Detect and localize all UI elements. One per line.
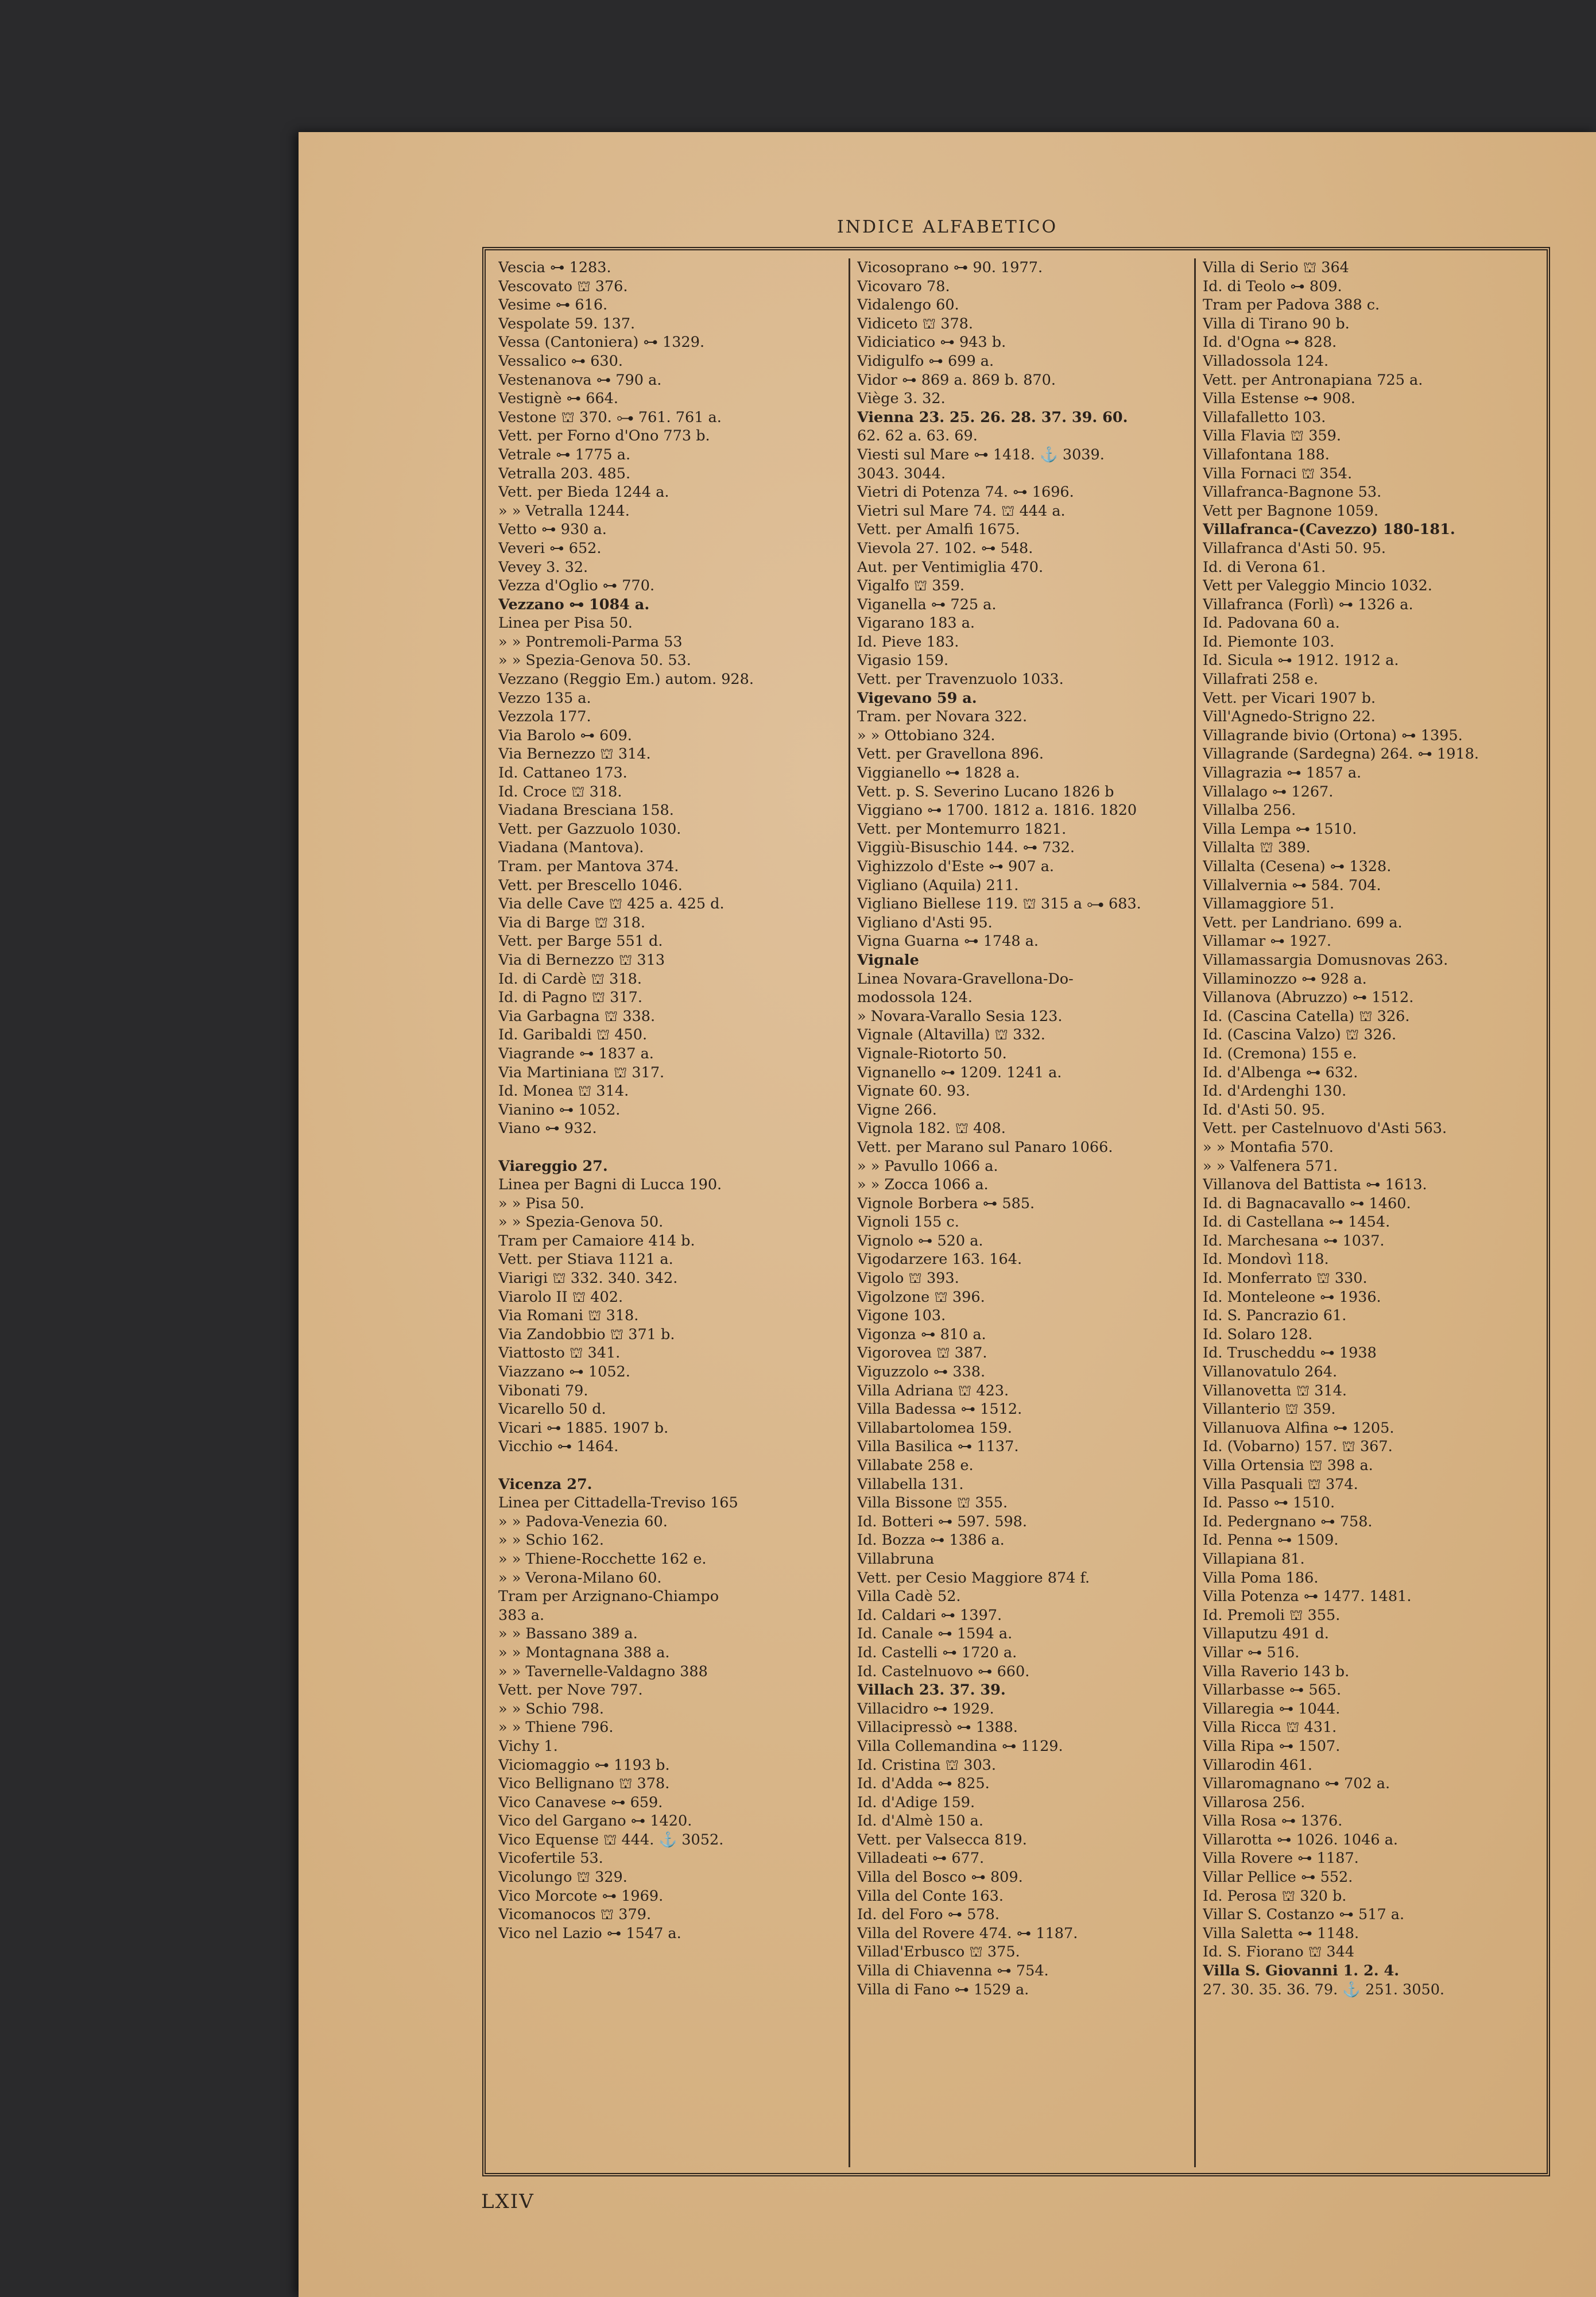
index-entry: Vighizzolo d'Este ⊶ 907 a. (857, 858, 1055, 875)
index-entry: Villapiana 81. (1203, 1550, 1305, 1568)
index-entry: Id. d'Ogna ⊶ 828. (1203, 334, 1337, 351)
index-entry: Vidiceto ⛫ 378. (857, 315, 973, 332)
index-entry: Vezzola 177. (498, 708, 591, 726)
index-entry: Villafontana 188. (1203, 446, 1330, 463)
index-entry: Viggianello ⊶ 1828 a. (857, 764, 1020, 782)
index-entry: Vignale (857, 951, 919, 969)
index-entry: Villamassargia Domusnovas 263. (1203, 951, 1448, 969)
index-entry: Vienna 23. 25. 26. 28. 37. 39. 60. (857, 408, 1128, 426)
index-entry: Villa di Serio ⛫ 364 (1203, 259, 1349, 276)
index-entry: Vigasio 159. (857, 652, 949, 670)
index-entry: Villa del Bosco ⊶ 809. (857, 1869, 1023, 1886)
index-entry: Id. d'Adda ⊶ 825. (857, 1775, 990, 1793)
index-entry: Villa Potenza ⊶ 1477. 1481. (1203, 1588, 1412, 1606)
index-entry: Villa di Fano ⊶ 1529 a. (857, 1981, 1029, 1998)
index-entry: Villafranca d'Asti 50. 95. (1203, 539, 1386, 557)
index-entry: Id. di Cardè ⛫ 318. (498, 970, 642, 988)
index-entry: Villalago ⊶ 1267. (1203, 783, 1334, 801)
index-entry: Viguzzolo ⊶ 338. (857, 1363, 986, 1381)
index-entry: Villa Adriana ⛫ 423. (857, 1382, 1009, 1399)
index-entry: Id. Piemonte 103. (1203, 633, 1335, 651)
index-entry: » » Pisa 50. (498, 1194, 584, 1212)
index-entry: Veveri ⊶ 652. (498, 539, 602, 557)
index-entry (498, 1138, 842, 1157)
index-entry: Villa Saletta ⊶ 1148. (1203, 1924, 1359, 1942)
index-entry: Vigliano (Aquila) 211. (857, 876, 1019, 894)
index-entry: Villadeati ⊶ 677. (857, 1850, 985, 1867)
index-entry: Id. Sicula ⊶ 1912. 1912 a. (1203, 652, 1399, 670)
index-entry: Villafranca-(Cavezzo) 180-181. (1203, 521, 1455, 539)
index-entry: Vett. per Vicari 1907 b. (1203, 689, 1376, 707)
index-entry: Vigne 266. (857, 1101, 937, 1119)
index-entry: Vigorovea ⛫ 387. (857, 1344, 987, 1362)
index-entry: » » Thiene-Rocchette 162 e. (498, 1550, 707, 1568)
index-entry: Vett. per Travenzuolo 1033. (857, 671, 1064, 689)
index-column-3 (1194, 258, 1544, 2167)
index-entry: Id. Passo ⊶ 1510. (1203, 1494, 1335, 1512)
index-entry: Vespolate 59. 137. (498, 315, 636, 332)
index-entry: Linea per Bagni di Lucca 190. (498, 1176, 722, 1194)
index-entry: Via delle Cave ⛫ 425 a. 425 d. (498, 895, 725, 913)
index-entry: Vigevano 59 a. (857, 689, 977, 707)
index-entry: Vievola 27. 102. ⊶ 548. (857, 539, 1033, 557)
index-entry: Villafrati 258 e. (1203, 671, 1318, 689)
index-entry: Id. (Cascina Valzo) ⛫ 326. (1203, 1026, 1397, 1044)
index-entry: Id. Croce ⛫ 318. (498, 783, 622, 801)
index-entry: Vico del Gargano ⊶ 1420. (498, 1812, 692, 1830)
index-entry: Id. di Teolo ⊶ 809. (1203, 277, 1342, 295)
index-entry: Villamar ⊶ 1927. (1203, 933, 1331, 950)
index-entry: Villaminozzo ⊶ 928 a. (1203, 970, 1367, 988)
book-page (299, 132, 1596, 2297)
index-entry: Id. Caldari ⊶ 1397. (857, 1606, 1002, 1624)
index-entry: » » Montafia 570. (1203, 1138, 1334, 1156)
index-entry: Viazzano ⊶ 1052. (498, 1363, 630, 1381)
index-entry: Vigolzone ⛫ 396. (857, 1288, 985, 1306)
index-entry: Villar Pellice ⊶ 552. (1203, 1869, 1353, 1886)
index-entry: Villarotta ⊶ 1026. 1046 a. (1203, 1831, 1399, 1849)
index-entry: Vigodarzere 163. 164. (857, 1251, 1022, 1269)
index-entry: » » Schio 798. (498, 1700, 604, 1718)
index-entry: Vescia ⊶ 1283. (498, 259, 611, 276)
index-entry: Villanuova Alfina ⊶ 1205. (1203, 1419, 1394, 1437)
index-entry: Villafranca (Forlì) ⊶ 1326 a. (1203, 595, 1413, 613)
index-entry: Villa Bissone ⛫ 355. (857, 1494, 1008, 1512)
index-entry: Vianino ⊶ 1052. (498, 1101, 621, 1119)
index-entry: Villagrande bivio (Ortona) ⊶ 1395. (1203, 726, 1463, 744)
index-entry: Vett. p. S. Severino Lucano 1826 b (857, 783, 1114, 801)
index-entry: Villamaggiore 51. (1203, 895, 1335, 913)
index-entry: Viarolo II ⛫ 402. (498, 1288, 623, 1306)
index-entry: Via di Bernezzo ⛫ 313 (498, 951, 665, 969)
index-entry: Villagrazia ⊶ 1857 a. (1203, 764, 1362, 782)
index-entry: Tram. per Novara 322. (857, 708, 1028, 726)
index-entry: Id. di Bagnacavallo ⊶ 1460. (1203, 1194, 1411, 1212)
index-entry: Id. d'Ardenghi 130. (1203, 1082, 1347, 1100)
index-entry: Vett. per Brescello 1046. (498, 876, 683, 894)
index-entry: Vett per Bagnone 1059. (1203, 502, 1379, 520)
index-entry: 3043. 3044. (857, 465, 946, 482)
index-entry: Vetralla 203. 485. (498, 465, 631, 482)
index-entry: Via Bernezzo ⛫ 314. (498, 745, 651, 763)
index-entry: Vill'Agnedo-Strigno 22. (1203, 708, 1376, 726)
index-entry: Villabate 258 e. (857, 1457, 974, 1474)
index-entry: Tram per Camaiore 414 b. (498, 1232, 695, 1250)
index-entry: » » Thiene 796. (498, 1719, 614, 1737)
index-entry: Villad'Erbusco ⛫ 375. (857, 1943, 1020, 1961)
index-entry: Viagrande ⊶ 1837 a. (498, 1045, 654, 1062)
index-entry: Villa Rosa ⊶ 1376. (1203, 1812, 1343, 1830)
index-entry: Vignole Borbera ⊶ 585. (857, 1194, 1035, 1212)
index-entry: Vicolungo ⛫ 329. (498, 1869, 627, 1886)
index-entry: Viattosto ⛫ 341. (498, 1344, 621, 1362)
index-entry: 383 a. (498, 1606, 545, 1624)
index-entry: Vigone 103. (857, 1307, 946, 1325)
index-entry: » » Montagnana 388 a. (498, 1644, 670, 1661)
index-entry: Villa S. Giovanni 1. 2. 4. (1203, 1962, 1400, 1980)
index-entry: Id. Pieve 183. (857, 633, 959, 651)
index-entry: Id. Botteri ⊶ 597. 598. (857, 1513, 1028, 1530)
index-entry: Id. Solaro 128. (1203, 1325, 1313, 1343)
index-entry: Villa di Chiavenna ⊶ 754. (857, 1962, 1049, 1980)
index-entry: Vietri di Potenza 74. ⊶ 1696. (857, 484, 1074, 501)
index-entry: Villacipressò ⊶ 1388. (857, 1719, 1018, 1737)
index-entry: Vett. per Forno d'Ono 773 b. (498, 427, 710, 445)
index-entry: Villarodin 461. (1203, 1756, 1312, 1774)
index-entry: Id. Truscheddu ⊶ 1938 (1203, 1344, 1377, 1362)
index-entry: Villadossola 124. (1203, 352, 1329, 370)
index-entry: Vidalengo 60. (857, 296, 959, 314)
index-entry: Id. Mondovì 118. (1203, 1251, 1329, 1269)
index-entry: Villanterio ⛫ 359. (1203, 1401, 1336, 1418)
index-entry: Viadana (Mantova). (498, 839, 644, 857)
index-entry: Vicosoprano ⊶ 90. 1977. (857, 259, 1043, 276)
index-entry: Vicomanocos ⛫ 379. (498, 1906, 652, 1924)
index-entry: Vico Canavese ⊶ 659. (498, 1793, 663, 1811)
index-entry: Tram per Padova 388 c. (1203, 296, 1380, 314)
index-entry: Vicchio ⊶ 1464. (498, 1438, 619, 1456)
index-entry: Id. d'Adige 159. (857, 1793, 975, 1811)
index-entry: Villar ⊶ 516. (1203, 1644, 1300, 1661)
index-entry: Vessa (Cantoniera) ⊶ 1329. (498, 334, 705, 351)
index-entry: 27. 30. 35. 36. 79. ⚓ 251. 3050. (1203, 1981, 1445, 1998)
index-entry: Id. d'Albenga ⊶ 632. (1203, 1064, 1358, 1081)
index-entry: Villa Ortensia ⛫ 398 a. (1203, 1457, 1373, 1474)
index-entry: Id. di Castellana ⊶ 1454. (1203, 1213, 1390, 1231)
index-entry: Id. Padovana 60 a. (1203, 614, 1340, 632)
index-entry: Id. (Cascina Catella) ⛫ 326. (1203, 1007, 1410, 1025)
index-entry: Villafranca-Bagnone 53. (1203, 484, 1382, 501)
index-entry: Villa Lempa ⊶ 1510. (1203, 820, 1357, 838)
index-entry: Villanova del Battista ⊶ 1613. (1203, 1176, 1427, 1194)
index-entry: Villanova (Abruzzo) ⊶ 1512. (1203, 989, 1414, 1007)
index-entry: Linea per Pisa 50. (498, 614, 633, 632)
index-entry: Linea Novara-Gravellona-Do- (857, 970, 1074, 988)
index-entry: Villach 23. 37. 39. (857, 1681, 1006, 1699)
index-entry: Vestignè ⊶ 664. (498, 390, 618, 408)
index-entry: Villarosa 256. (1203, 1793, 1306, 1811)
index-entry: Villafalletto 103. (1203, 408, 1326, 426)
index-entry: Vignale (Altavilla) ⛫ 332. (857, 1026, 1045, 1044)
index-entry: Id. Castelli ⊶ 1720 a. (857, 1644, 1017, 1661)
index-entry: Vigolo ⛫ 393. (857, 1270, 959, 1287)
index-entry: Viège 3. 32. (857, 390, 946, 408)
index-entry: Villa Rovere ⊶ 1187. (1203, 1850, 1359, 1867)
index-entry: Id. Canale ⊶ 1594 a. (857, 1625, 1013, 1643)
index-entry: Villa Estense ⊶ 908. (1203, 390, 1355, 408)
index-entry: Viganella ⊶ 725 a. (857, 595, 997, 613)
page-number: LXIV (481, 2190, 534, 2213)
index-entry: Vevey 3. 32. (498, 558, 588, 576)
index-entry: Vett. per Stiava 1121 a. (498, 1251, 673, 1269)
index-entry: Villaputzu 491 d. (1203, 1625, 1329, 1643)
index-entry: Via Barolo ⊶ 609. (498, 726, 632, 744)
index-entry: Via di Barge ⛫ 318. (498, 914, 645, 931)
index-entry: Villa Badessa ⊶ 1512. (857, 1401, 1022, 1418)
index-entry: » » Pontremoli-Parma 53 (498, 633, 683, 651)
index-entry: Villarbasse ⊶ 565. (1203, 1681, 1342, 1699)
index-entry: Villa Flavia ⛫ 359. (1203, 427, 1341, 445)
index-entry: Id. Marchesana ⊶ 1037. (1203, 1232, 1385, 1250)
index-entry: Vichy 1. (498, 1737, 558, 1755)
index-entry: Villa Poma 186. (1203, 1569, 1319, 1587)
index-entry: » » Ottobiano 324. (857, 726, 995, 744)
index-entry: » Novara-Varallo Sesia 123. (857, 1007, 1063, 1025)
index-entry: Viggiano ⊶ 1700. 1812 a. 1816. 1820 (857, 802, 1137, 819)
index-entry: Vett. per Nove 797. (498, 1681, 643, 1699)
index-entry: Villagrande (Sardegna) 264. ⊶ 1918. (1203, 745, 1479, 763)
index-entry: » » Zocca 1066 a. (857, 1176, 989, 1194)
index-entry: Id. Monferrato ⛫ 330. (1203, 1270, 1368, 1287)
index-entry: Viareggio 27. (498, 1157, 608, 1175)
index-entry: Vicenza 27. (498, 1475, 592, 1493)
index-entry: Villa Fornaci ⛫ 354. (1203, 465, 1353, 482)
index-entry: » » Tavernelle-Valdagno 388 (498, 1662, 708, 1680)
index-entry: Villaromagnano ⊶ 702 a. (1203, 1775, 1390, 1793)
index-entry: Vestone ⛫ 370. ⊶ 761. 761 a. (498, 408, 722, 426)
index-entry: Id. S. Fiorano ⛫ 344 (1203, 1943, 1355, 1961)
index-entry: Vidor ⊶ 869 a. 869 b. 870. (857, 371, 1056, 389)
index-entry: Id. Pedergnano ⊶ 758. (1203, 1513, 1373, 1530)
index-entry: Villanovetta ⛫ 314. (1203, 1382, 1347, 1399)
index-entry: Vigliano d'Asti 95. (857, 914, 993, 931)
index-entry: Vico nel Lazio ⊶ 1547 a. (498, 1924, 681, 1942)
index-entry: Aut. per Ventimiglia 470. (857, 558, 1044, 576)
index-entry: Id. (Vobarno) 157. ⛫ 367. (1203, 1438, 1393, 1456)
index-entry: Villalta ⛫ 389. (1203, 839, 1311, 857)
index-entry: Id. Castelnuovo ⊶ 660. (857, 1662, 1030, 1680)
index-entry: Vett. per Cesio Maggiore 874 f. (857, 1569, 1090, 1587)
index-entry: Villa di Tirano 90 b. (1203, 315, 1350, 332)
index-entry: Vietri sul Mare 74. ⛫ 444 a. (857, 502, 1066, 520)
index-entry: Vezzano (Reggio Em.) autom. 928. (498, 671, 754, 689)
index-entry: » » Spezia-Genova 50. (498, 1213, 664, 1231)
index-entry: Villabella 131. (857, 1475, 964, 1493)
index-column-2 (849, 258, 1187, 2167)
index-entry: Vetrale ⊶ 1775 a. (498, 446, 631, 463)
index-entry: Villa Cadè 52. (857, 1588, 961, 1606)
index-entry: Villanovatulo 264. (1203, 1363, 1338, 1381)
index-entry: Vetto ⊶ 930 a. (498, 521, 607, 539)
index-entry: Vibonati 79. (498, 1382, 588, 1399)
index-entry: Villa del Rovere 474. ⊶ 1187. (857, 1924, 1078, 1942)
index-entry: Via Zandobbio ⛫ 371 b. (498, 1325, 675, 1343)
index-entry: Id. Premoli ⛫ 355. (1203, 1606, 1341, 1624)
index-entry: Vett. per Bieda 1244 a. (498, 484, 669, 501)
index-entry: Via Martiniana ⛫ 317. (498, 1064, 665, 1081)
index-entry: Tram. per Mantova 374. (498, 858, 679, 875)
index-entry: Vicari ⊶ 1885. 1907 b. (498, 1419, 669, 1437)
index-entry: Vignate 60. 93. (857, 1082, 970, 1100)
index-entry: Villa Raverio 143 b. (1203, 1662, 1350, 1680)
index-entry: Villa Basilica ⊶ 1137. (857, 1438, 1019, 1456)
index-entry: Linea per Cittadella-Treviso 165 (498, 1494, 738, 1512)
index-entry: Vett. per Montemurro 1821. (857, 820, 1067, 838)
index-entry: Via Garbagna ⛫ 338. (498, 1007, 656, 1025)
index-entry: Id. di Verona 61. (1203, 558, 1326, 576)
index-entry: Vico Morcote ⊶ 1969. (498, 1887, 664, 1905)
index-entry: Vignolo ⊶ 520 a. (857, 1232, 983, 1250)
index-entry: Vico Bellignano ⛫ 378. (498, 1775, 670, 1793)
index-entry: Vett. per Amalfi 1675. (857, 521, 1020, 539)
index-entry: Vignale-Riotorto 50. (857, 1045, 1007, 1062)
index-entry: » » Padova-Venezia 60. (498, 1513, 668, 1530)
index-entry: » » Vetralla 1244. (498, 502, 630, 520)
index-entry: Vignoli 155 c. (857, 1213, 959, 1231)
index-entry: Villalta (Cesena) ⊶ 1328. (1203, 858, 1392, 875)
index-entry: Villalba 256. (1203, 802, 1296, 819)
index-entry: Vico Equense ⛫ 444. ⚓ 3052. (498, 1831, 724, 1849)
index-entry: Villa Pasquali ⛫ 374. (1203, 1475, 1358, 1493)
index-entry: Vicovaro 78. (857, 277, 950, 295)
index-entry: Id. Perosa ⛫ 320 b. (1203, 1887, 1347, 1905)
index-entry: Villa del Conte 163. (857, 1887, 1004, 1905)
index-entry: Viesti sul Mare ⊶ 1418. ⚓ 3039. (857, 446, 1105, 463)
index-entry: Id. del Foro ⊶ 578. (857, 1906, 1000, 1924)
index-entry: Villabartolomea 159. (857, 1419, 1012, 1437)
index-entry: » » Bassano 389 a. (498, 1625, 638, 1643)
index-entry: Vidiciatico ⊶ 943 b. (857, 334, 1006, 351)
index-entry: Id. Cristina ⛫ 303. (857, 1756, 997, 1774)
index-entry: Villabruna (857, 1550, 935, 1568)
index-entry: Via Romani ⛫ 318. (498, 1307, 639, 1325)
index-entry: Vett per Valeggio Mincio 1032. (1203, 577, 1432, 595)
index-entry: Vezzano ⊶ 1084 a. (498, 595, 650, 613)
index-entry: Tram per Arzignano-Chiampo (498, 1588, 719, 1606)
index-column-1 (491, 258, 842, 2167)
index-entry: Id. d'Almè 150 a. (857, 1812, 983, 1830)
index-entry: Vett. per Barge 551 d. (498, 933, 663, 950)
index-entry: » » Spezia-Genova 50. 53. (498, 652, 691, 670)
index-entry: Id. Cattaneo 173. (498, 764, 627, 782)
index-entry: Villaregia ⊶ 1044. (1203, 1700, 1341, 1718)
index-entry: Vignanello ⊶ 1209. 1241 a. (857, 1064, 1062, 1081)
index-entry: Villar S. Costanzo ⊶ 517 a. (1203, 1906, 1405, 1924)
index-entry: Id. S. Pancrazio 61. (1203, 1307, 1347, 1325)
index-frame (482, 247, 1550, 2176)
index-entry: Vett. per Gravellona 896. (857, 745, 1044, 763)
index-entry: Viarigi ⛫ 332. 340. 342. (498, 1270, 678, 1287)
index-entry: Villalvernia ⊶ 584. 704. (1203, 876, 1381, 894)
index-entry: Id. Bozza ⊶ 1386 a. (857, 1532, 1005, 1549)
index-entry: Vicarello 50 d. (498, 1401, 606, 1418)
index-entry: Vezzo 135 a. (498, 689, 591, 707)
index-entry: Vett. per Castelnuovo d'Asti 563. (1203, 1120, 1447, 1138)
index-entry: Vett. per Gazzuolo 1030. (498, 820, 681, 838)
index-entry: » » Schio 162. (498, 1532, 604, 1549)
index-entry: » » Pavullo 1066 a. (857, 1157, 998, 1175)
index-entry: Vigonza ⊶ 810 a. (857, 1325, 986, 1343)
index-entry: Viggiù-Bisuschio 144. ⊶ 732. (857, 839, 1075, 857)
index-entry: Id. Garibaldi ⛫ 450. (498, 1026, 648, 1044)
index-entry: Vett. per Marano sul Panaro 1066. (857, 1138, 1113, 1156)
index-entry: Id. Monteleone ⊶ 1936. (1203, 1288, 1381, 1306)
index-entry: Id. Monea ⛫ 314. (498, 1082, 629, 1100)
index-entry: Vigalfo ⛫ 359. (857, 577, 965, 595)
index-entry: 62. 62 a. 63. 69. (857, 427, 978, 445)
index-entry: modossola 124. (857, 989, 973, 1007)
index-entry: Id. Penna ⊶ 1509. (1203, 1532, 1339, 1549)
index-entry: Villa Ricca ⛫ 431. (1203, 1719, 1337, 1737)
index-entry (498, 1456, 842, 1475)
index-entry: Vesime ⊶ 616. (498, 296, 608, 314)
index-entry: Villacidro ⊶ 1929. (857, 1700, 994, 1718)
index-entry: Vezza d'Oglio ⊶ 770. (498, 577, 655, 595)
index-entry: Vett. per Antronapiana 725 a. (1203, 371, 1423, 389)
index-entry: Vigliano Biellese 119. ⛫ 315 a ⊶ 683. (857, 895, 1141, 913)
index-entry: Vicofertile 53. (498, 1850, 603, 1867)
index-entry: Vestenanova ⊶ 790 a. (498, 371, 662, 389)
index-entry: Viano ⊶ 932. (498, 1120, 597, 1138)
index-entry: Vignola 182. ⛫ 408. (857, 1120, 1006, 1138)
index-entry: » » Verona-Milano 60. (498, 1569, 662, 1587)
index-entry: » » Valfenera 571. (1203, 1157, 1338, 1175)
index-entry: Viciomaggio ⊶ 1193 b. (498, 1756, 670, 1774)
index-entry: Id. (Cremona) 155 e. (1203, 1045, 1357, 1062)
index-entry: Id. d'Asti 50. 95. (1203, 1101, 1326, 1119)
index-entry: Vett. per Valsecca 819. (857, 1831, 1027, 1849)
index-entry: Villa Collemandina ⊶ 1129. (857, 1737, 1063, 1755)
index-entry: Villa Ripa ⊶ 1507. (1203, 1737, 1341, 1755)
index-entry: Vigna Guarna ⊶ 1748 a. (857, 933, 1039, 950)
page-header: INDICE ALFABETICO (836, 217, 1058, 237)
index-entry: Viadana Bresciana 158. (498, 802, 674, 819)
index-entry: Vessalico ⊶ 630. (498, 352, 623, 370)
index-entry: Vett. per Landriano. 699 a. (1203, 914, 1403, 931)
index-entry: Vigarano 183 a. (857, 614, 975, 632)
index-entry: Vidigulfo ⊶ 699 a. (857, 352, 994, 370)
index-entry: Vescovato ⛫ 376. (498, 277, 628, 295)
index-entry: Id. di Pagno ⛫ 317. (498, 989, 642, 1007)
